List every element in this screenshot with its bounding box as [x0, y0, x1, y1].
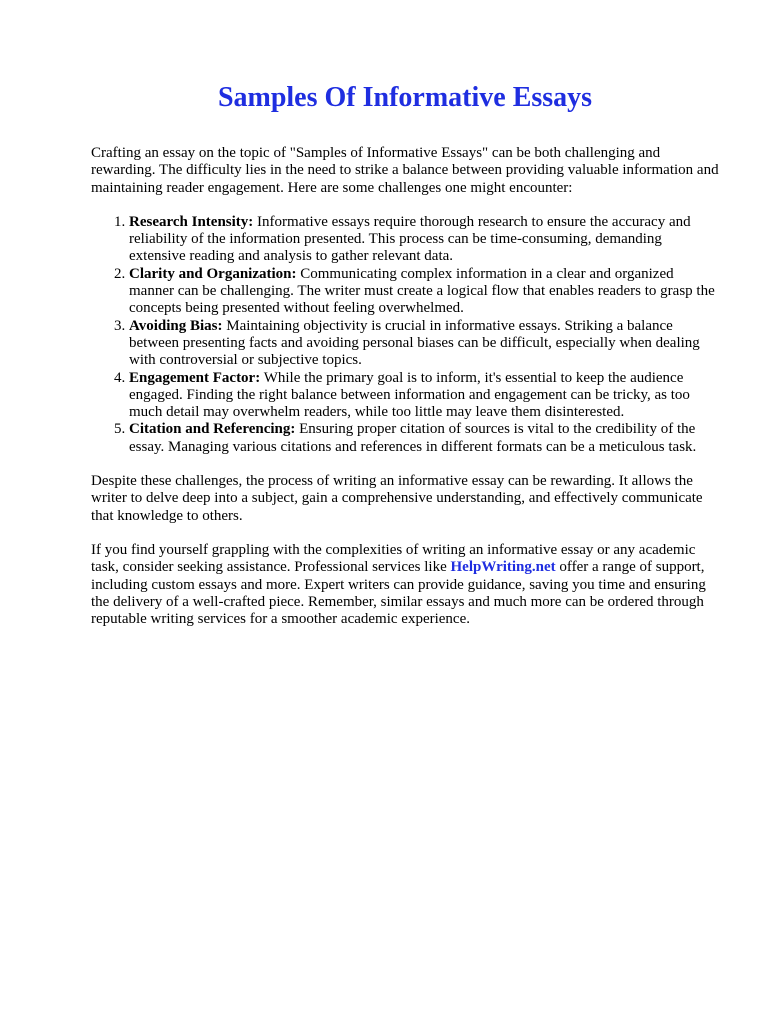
document-title: Samples Of Informative Essays	[217, 82, 593, 113]
conclusion-paragraph: Despite these challenges, the process of writing an informative essay can be rewarding. It allows the writer to delve deep into a subject, gain a comprehensive understanding, and effectively communicate that knowledge to others.	[91, 473, 703, 524]
challenge-text: Communicating complex information in a clear and organized manner can be challenging. The writer must create a logical flow that enables readers to grasp the concepts being presented without feeling overwhelmed.	[129, 265, 715, 317]
helpwriting-link[interactable]: HelpWriting.net	[450, 559, 556, 576]
challenge-term: Engagement Factor:	[129, 369, 261, 386]
challenges-list	[91, 214, 719, 456]
assistance-text-after: offer a range of support, including custom essays and more. Expert writers can provide guidance, saving you time and ensuring the delivery of a well-crafted piece. Remember, similar essays and much more can be ordered through reputable writing services for a smoother academic experience.	[91, 559, 706, 628]
challenge-text: Ensuring proper citation of sources is vital to the credibility of the essay. Managing various citations and references in different formats can be a meticulous task.	[129, 421, 697, 455]
document-page	[91, 0, 719, 628]
assistance-paragraph	[91, 542, 719, 628]
challenge-term: Avoiding Bias:	[129, 317, 223, 334]
list-item	[129, 318, 719, 370]
challenge-text: Maintaining objectivity is crucial in informative essays. Striking a balance between presenting facts and avoiding personal biases can be difficult, especially when dealing with controversial or subjective topics.	[129, 317, 700, 369]
challenge-term: Research Intensity:	[129, 213, 254, 230]
list-item	[129, 266, 719, 318]
assistance-text-before: If you find yourself grappling with the complexities of writing an informative essay or any academic task, consider seeking assistance. Professional services like	[91, 541, 696, 576]
list-item	[129, 421, 719, 456]
challenge-text: Informative essays require thorough research to ensure the accuracy and reliability of the information presented. This process can be time-consuming, demanding extensive reading and analysis to gather relevant data.	[129, 213, 691, 265]
list-item	[129, 370, 719, 422]
challenge-term: Clarity and Organization:	[129, 265, 297, 282]
list-item	[129, 214, 719, 266]
challenge-text: While the primary goal is to inform, it's essential to keep the audience engaged. Finding the right balance between information and engagement can be tricky, as too much detail may overwhelm readers, while too little may leave them disinterested.	[129, 369, 690, 421]
intro-paragraph: Crafting an essay on the topic of "Samples of Informative Essays" can be both challenging and rewarding. The difficulty lies in the need to strike a balance between providing valuable information and maintaining reader engagement. Here are some challenges one might encounter:	[91, 145, 719, 196]
challenge-term: Citation and Referencing:	[129, 421, 296, 438]
